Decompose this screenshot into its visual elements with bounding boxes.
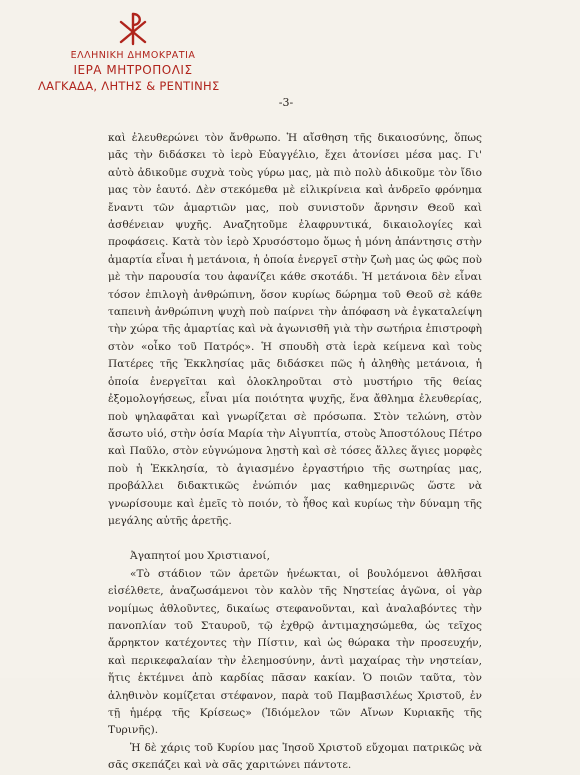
letterhead-diocese: ΛΑΓΚΑΔΑ, ΛΗΤΗΣ & ΡΕΝΤΙΝΗΣ (38, 79, 220, 93)
chi-rho-emblem-icon (116, 10, 150, 46)
page-number: -3- (278, 96, 294, 109)
body-paragraph: καὶ ἐλευθερώνει τὸν ἄνθρωπο. Ἡ αἴσθηση τῆς δικαιοσύνης, ὅπως μᾶς τὴν διδάσκει τὸ ἱερὸ Εὐαγγέλιο, ἔχει ἀτονίσει μέσα μας. Γι' αὐτὸ ἀδικοῦμε συχνὰ τοὺς γύρω μας, μὰ πιὸ πολὺ ἀδικοῦμε τὸν ἴδιο μας τὸν ἑαυτό. Δὲν στεκόμεθα μὲ εἰλικρίνεια καὶ ἀνδρεῖο φρόνημα ἔναντι τῶν ἁμαρτιῶν μας, ποὺ συνιστοῦν ἄρνησιν Θεοῦ καὶ ἀσθένειαν ψυχῆς. Αναζητοῦμε ἐλαφρυντικά, δικαιολογίες καὶ προφάσεις. Κατὰ τὸν ἱερὸ Χρυσόστομο ὅμως ἡ μόνη ἀπάντησις στὴν ἁμαρτία εἶναι ἡ μετάνοια, ἡ ὁποία ἐνεργεῖ στὴν ζωὴ μας ὡς φῶς ποὺ μὲ τὴν παρουσία του ἀφανίζει κάθε σκοτάδι. Ἡ μετάνοια δὲν εἶναι τόσον ἐπιλογὴ ἀνθρώπινη, ὅσον κυρίως δώρημα τοῦ Θεοῦ σὲ κάθε ταπεινὴ ἀνθρώπινη ψυχὴ ποὺ παίρνει τὴν ἀπόφαση νὰ ἐγκαταλείψη τὴν χώρα τῆς ἁμαρτίας καὶ νὰ ἀγωνισθῆ γιὰ τὴν σωτήρια ἐπιστροφὴ στὸν «οἶκο τοῦ Πατρός». Ἡ σπουδὴ στὰ ἱερὰ κείμενα καὶ τοὺς Πατέρες τῆς Ἐκκλησίας μᾶς διδάσκει πῶς ἡ ἀληθὴς μετάνοια, ἡ ὁποία ἐνεργεῖται καὶ ὁλοκληροῦται στὸ μυστήριο τῆς θείας ἐξομολογήσεως, εἶναι μία ποιότητα ψυχῆς, ἕνα ἄθλημα ἐλευθερίας, ποὺ ψηλαφᾶται καὶ γνωρίζεται σὲ πρόσωπα. Στὸν τελώνη, στὸν ἄσωτο υἱό, στὴν ὁσία Μαρία τὴν Αἰγυπτία, στοὺς Ἀποστόλους Πέτρο καὶ Παῦλο, στὸν εὐγνώμονα λῃστὴ καὶ σὲ τόσες ἄλλες ἅγιες μορφὲς ποὺ ἡ Ἐκκλησία, τὸ ἁγιασμένο ἐργαστήριο τῆς σωτηρίας μας, προβάλλει διδακτικῶς ἐνώπιόν μας καθημερινῶς ὥστε νὰ γνωρίσουμε καὶ ἐμεῖς τὸ ποιόν, τὸ ἦθος καὶ κυρίως τὴν δύναμη τῆς μεγάλης αὐτῆς ἀρετῆς. (108, 132, 482, 527)
quotation-paragraph: «Τὸ στάδιον τῶν ἀρετῶν ἠνέωκται, οἱ βουλόμενοι ἀθλῆσαι εἰσέλθετε, ἀναζωσάμενοι τὸν καλὸν τῆς Νηστείας ἀγῶνα, οἱ γὰρ νομίμως ἀθλοῦντες, δικαίως στεφανοῦνται, καὶ ἀναλαβόντες τὴν πανοπλίαν τοῦ Σταυροῦ, τῷ ἐχθρῷ ἀντιμαχησώμεθα, ὡς τεῖχος ἄρρηκτον κατέχοντες τὴν Πίστιν, καὶ ὡς θώρακα τὴν προσευχήν, καὶ περικεφαλαίαν τὴν ἐλεημοσύνην, ἀντὶ μαχαίρας τὴν νηστείαν, ἥτις ἐκτέμνει ἀπὸ καρδίας πᾶσαν κακίαν. Ὁ ποιῶν ταῦτα, τὸν ἀληθινὸν κομίζεται στέφανον, παρὰ τοῦ Παμβασιλέως Χριστοῦ, ἐν τῇ ἡμέρᾳ τῆς Κρίσεως» (Ἰδιόμελον τῶν Αἴνων Κυριακῆς τῆς Τυρινῆς). (108, 567, 482, 737)
closing-paragraph: Ἡ δὲ χάρις τοῦ Κυρίου μας Ἰησοῦ Χριστοῦ εὔχομαι πατρικῶς νὰ σᾶς σκεπάζει καὶ νὰ σᾶς χαριτώνει πάντοτε. (108, 741, 482, 772)
letterhead-metropolis: ΙΕΡΑ ΜΗΤΡΟΠΟΛΙΣ (73, 63, 193, 77)
letterhead-state: ΕΛΛΗΝΙΚΗ ΔΗΜΟΚΡΑΤΙΑ (70, 50, 196, 61)
letterhead (38, 10, 220, 94)
salutation: Ἀγαπητοί μου Χριστιανοί, (130, 550, 270, 563)
